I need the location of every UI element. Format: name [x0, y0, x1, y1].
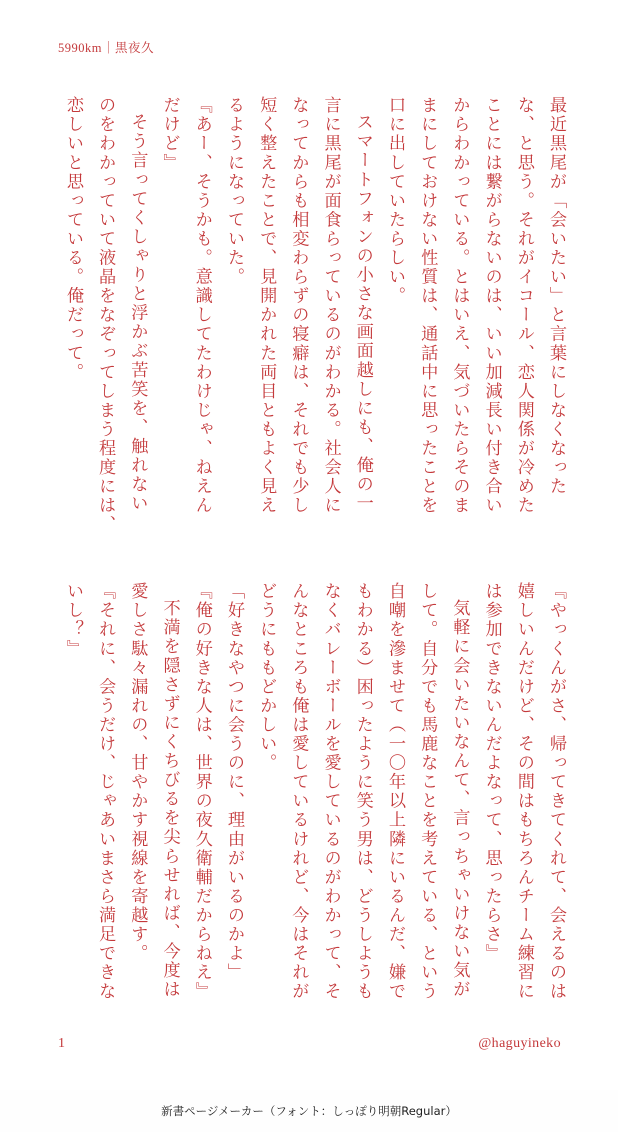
- text-line: 短く整えたことで、見開かれた両目ともよく見え: [256, 96, 277, 516]
- text-line: な、と思う。それがイコール、恋人関係が冷めた: [513, 96, 534, 516]
- text-line: そう言ってくしゃりと浮かぶ苦笑を、触れない: [127, 113, 148, 514]
- text-line: 気軽に会いたいなんて、言っちゃいけない気が: [449, 599, 470, 1000]
- text-line: どうにももどかしい。: [256, 582, 277, 773]
- text-line: 『やっくんがさ、帰ってきてくれて、会えるのは: [546, 582, 566, 1002]
- maker-credit: 新書ページメーカー（フォント：しっぽり明朝Regular）: [161, 1104, 457, 1118]
- text-line: 自嘲を滲ませて（一〇年以上隣にいるんだ、嫌で: [384, 582, 405, 1002]
- text-line: だけど』: [159, 96, 180, 173]
- text-line: は参加できないんだよなって、思ったらさ』: [481, 582, 502, 963]
- text-line: なってからも相変わらずの寝癖は、それでも少し: [288, 96, 309, 516]
- author-handle: @haguyineko: [478, 1036, 561, 1051]
- text-line: 口に出していたらしい。: [384, 96, 405, 306]
- text-line: 恋しいと思っている。俺だって。: [62, 96, 83, 382]
- text-line: して。自分でも馬鹿なことを考えている、という: [417, 582, 438, 1002]
- text-line: のをわかっていて液晶をなぞってしまう程度には、: [95, 96, 116, 535]
- text-line: 最近黒尾が「会いたい」と言葉にしなくなった: [546, 96, 566, 497]
- text-line: んなところも俺は愛しているけれど、今はそれが: [288, 582, 309, 1002]
- text-line: いし？』: [62, 582, 83, 659]
- page-header-title: 5990km｜黒夜久: [58, 41, 154, 55]
- text-line: 嬉しいんだけど、その間はもちろんチーム練習に: [513, 582, 534, 1002]
- text-block-top: [57, 96, 572, 536]
- text-line: るようになっていた。: [223, 96, 244, 287]
- text-block-bottom: [57, 582, 572, 1022]
- text-line: ことには繋がらないのは、いい加減長い付き合い: [481, 96, 502, 516]
- text-line: 「好きなやつに会うのに、理由がいるのかよ」: [223, 582, 244, 983]
- text-line: もわかる）困ったように笑う男は、どうしようも: [352, 582, 373, 1002]
- text-line: からわかっている。とはいえ、気づいたらそのま: [449, 96, 470, 516]
- text-line: 言に黒尾が面食らっているのがわかる。社会人に: [320, 96, 341, 516]
- text-line: 不満を隠さずにくちびるを尖らせれば、今度は: [159, 599, 180, 1000]
- text-line: スマートフォンの小さな画面越しにも、俺の一: [352, 113, 373, 514]
- page-number: 1: [58, 1036, 65, 1051]
- text-line: 『あー、そうかも。意識してたわけじゃ、ねえん: [191, 96, 212, 516]
- text-line: まにしておけない性質は、通話中に思ったことを: [417, 96, 438, 516]
- text-line: 『それに、会うだけ、じゃあいまさら満足できな: [95, 582, 116, 1002]
- text-line: 愛しさ駄々漏れの、甘やかす視線を寄越す。: [127, 582, 148, 963]
- text-line: 『俺の好きな人は、世界の夜久衛輔だからねえ』: [191, 582, 212, 1002]
- text-line: なくバレーボールを愛しているのがわかって、そ: [320, 582, 341, 1002]
